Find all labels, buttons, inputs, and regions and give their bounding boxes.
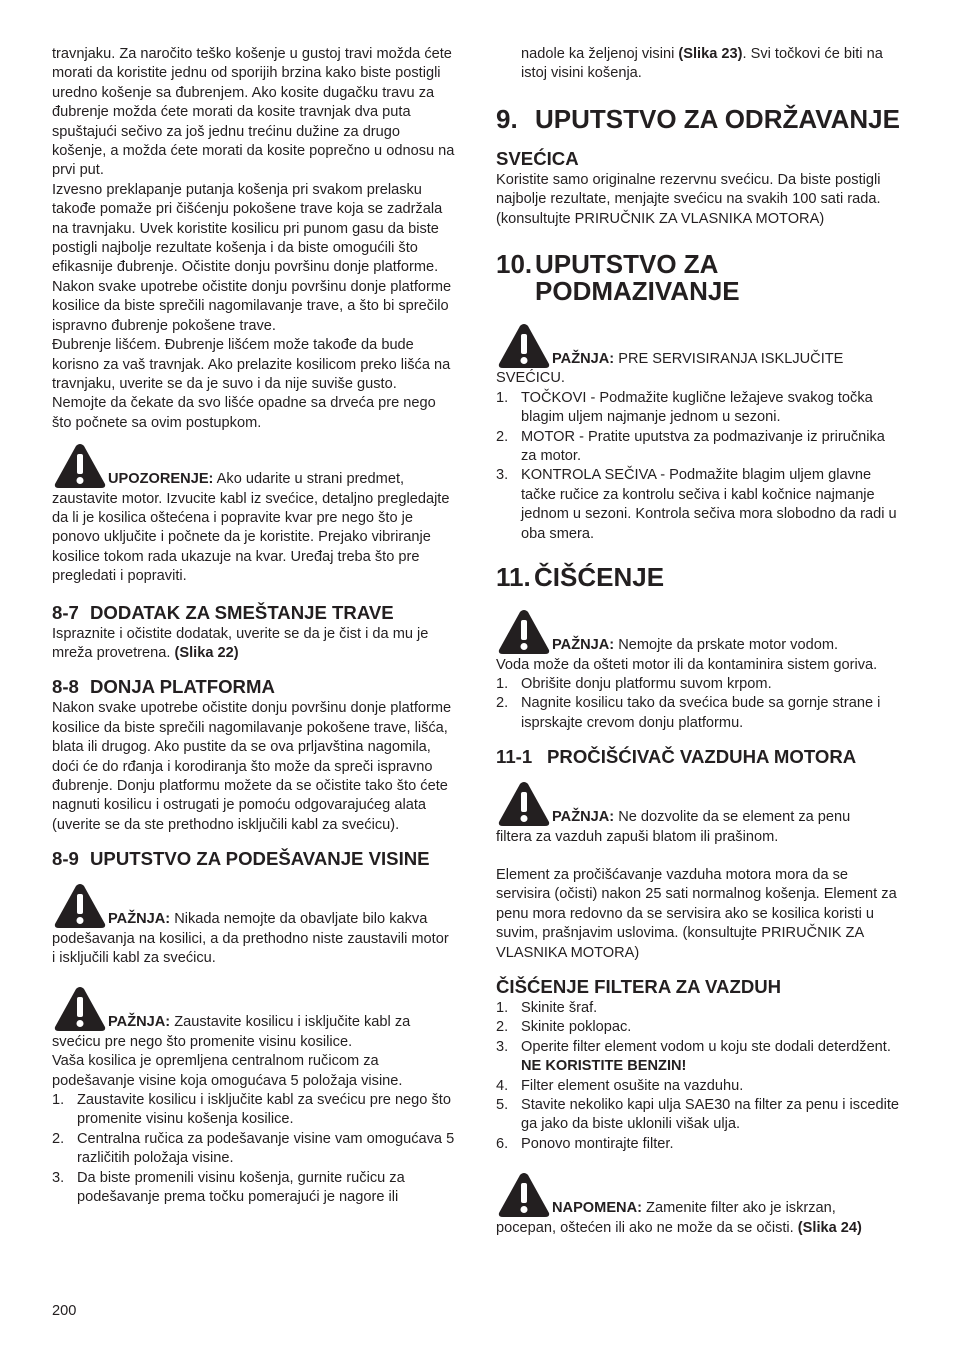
section-heading (496, 745, 900, 769)
numbered-list (52, 1091, 455, 1207)
warning-text: filtera za vazduh zapuši blatom ili prašinom. (496, 828, 779, 845)
paragraph-text: Ispraznite i očistite dodatak, uverite se da je čist i da mu je mreža provetrena. (52, 625, 429, 661)
chapter-title: ČIŠĆENJE (534, 562, 665, 593)
note-text (496, 1219, 900, 1238)
figure-reference: (Slika 23) (678, 46, 743, 62)
list-text: KONTROLA SEČIVA - Podmažite blagim uljem glavne tačke ručice za kontrolu sečiva i kabl kočnice najmanje jednom u sezoni. Kontrola sečiva mora slobodno da radi u oba smera. (521, 467, 897, 542)
warning-label: UPOZORENJE: (108, 471, 214, 488)
paragraph: Koristite samo originalne rezervnu svećicu. Da biste postigli najbolje rezultate, menjajte svećicu na svakih 100 sati rada. (konsultujte PRIRUČNIK ZA VLASNIKA MOTORA) (496, 171, 881, 227)
note-text-part: pocepan, oštećen ili ako ne može da se očisti. (496, 1219, 794, 1236)
list-text: Stavite nekoliko kapi ulja SAE30 na filter za penu i iscedite ga jako da biste uklonili višak ulja. (521, 1097, 900, 1133)
list-number: 3. (496, 1038, 509, 1055)
warning-label: PAŽNJA: (552, 809, 615, 826)
list-number: 1. (52, 1092, 65, 1109)
numbered-list (496, 675, 900, 733)
section-title: DONJA PLATFORMA (90, 676, 275, 698)
list-item (496, 1077, 900, 1096)
list-item (496, 466, 900, 544)
warning-notice (496, 323, 900, 389)
list-number: 2. (496, 428, 509, 445)
left-column (52, 45, 455, 1208)
paragraph: Đubrenje lišćem. Đubrenje lišćem može takođe da bude korisno za vaš travnjak. Ako prelazite kosilicom preko lišća na travnjaku, uverite se da je suvo i da nije suviše gusto. Nemojte da čekate da svo lišće opadne sa drveća pre nego što počnete sa ovim postupkom. (52, 337, 451, 431)
list-number: 1. (496, 389, 509, 406)
list-text: MOTOR - Pratite uputstva za podmazivanje iz priručnika za motor. (521, 428, 885, 465)
paragraph (496, 45, 900, 84)
warning-text: Voda može da ošteti motor ili da kontaminira sistem goriva. (496, 656, 878, 673)
note-label: NAPOMENA: (552, 1200, 642, 1217)
warning-icon (54, 986, 106, 1032)
warning-label: PAŽNJA: (552, 351, 615, 368)
list-item (496, 694, 900, 733)
list-text: Zaustavite kosilicu i isključite kabl za svećicu pre nego što promenite visinu košenja kosilice. (77, 1092, 451, 1128)
section-heading: SVEĆICA (496, 147, 579, 169)
paragraph: travnjaku. Za naročito teško košenje u gustoj travi možda ćete morati da koristite jednu od sporijih brzina kako biste postigli uredno košenje sa đubrenjem. Ako kosite dugačku travu za đubrenje možda ćete morati da kosite travnjak dva puta spuštajući sečivo za još jednu trećinu dužine za drugo košenje, a možda ćete morati da kosite poprečno u odnosu na prvi put. (52, 46, 455, 179)
section-number: 11-1 (496, 746, 533, 768)
warning-label: PAŽNJA: (108, 911, 171, 928)
list-number: 2. (52, 1130, 65, 1147)
paragraph: Nakon svake upotrebe očistite donju površinu donje platforme kosilice da biste sprečili nagomilavanje trave, a što bi sprečilo ispravno đubrenje pokošene trave. (52, 278, 452, 334)
list-number: 1. (496, 675, 509, 692)
numbered-list (496, 389, 900, 544)
paragraph-text: . Svi točkovi će biti na istoj visini košenja. (521, 46, 883, 82)
section-heading: ČIŠĆENJE FILTERA ZA VAZDUH (496, 975, 782, 997)
list-text-emphasis: NE KORISTITE BENZIN! (521, 1058, 687, 1075)
warning-notice (52, 986, 455, 1052)
page-number: 200 (52, 1303, 77, 1319)
numbered-list (496, 999, 900, 1154)
warning-text: Nemojte da prskate motor vodom. (614, 637, 839, 654)
section-number: 8-7 (52, 601, 79, 623)
list-item (52, 1091, 455, 1130)
section-number: 8-9 (52, 848, 79, 870)
warning-text: Ne dozvolite da se element za penu (614, 809, 851, 826)
list-item (496, 1018, 900, 1037)
section-title: PROČIŠĆIVAČ VAZDUHA MOTORA (547, 746, 857, 768)
list-text: TOČKOVI - Podmažite kuglične ležajeve svakog točka blagim uljem najmanje jednom u sezoni. (521, 389, 873, 426)
warning-text: Nikada nemojte da obavljate bilo kakva (170, 911, 428, 928)
chapter-heading (496, 251, 900, 305)
paragraph: Vaša kosilica je opremljena centralnom ručicom za podešavanje visine koja omogućava 5 položaja visine. (52, 1053, 403, 1089)
list-item (496, 1038, 900, 1077)
chapter-number: 9. (496, 103, 518, 134)
list-number: 5. (496, 1097, 509, 1113)
list-number: 3. (496, 467, 509, 484)
warning-icon (54, 443, 106, 489)
paragraph: Nakon svake upotrebe očistite donju površinu donje platforme kosilice da biste sprečili nagomilavanje pokošene trave, lišća, blata ili drugog. Ako pustite da se ova prljavština nagomila, doći će do rđanja i korodiranja što može da spreči ispravno đubrenje. Donju platformu možete da se očistite tako što ćete nagnuti kosilicu i ostrugati je pomoću odgovarajućeg alata (uverite se da ste prethodno isključili kabl za svećicu). (52, 700, 452, 833)
list-item (496, 1135, 900, 1154)
right-column (496, 45, 900, 1238)
list-number: 2. (496, 695, 509, 712)
list-text: Centralna ručica za podešavanje visine vam omogućava 5 različitih položaja visine. (77, 1130, 455, 1167)
section-title: DODATAK ZA SMEŠTANJE TRAVE (90, 601, 394, 623)
section-title: UPUTSTVO ZA PODEŠAVANJE VISINE (90, 848, 430, 870)
warning-icon (498, 609, 550, 655)
list-number: 1. (496, 999, 509, 1016)
list-text (521, 1038, 900, 1077)
list-number: 2. (496, 1019, 509, 1036)
chapter-number: 10. (496, 249, 533, 280)
warning-icon (54, 883, 106, 929)
section-heading (52, 847, 455, 871)
list-item (496, 675, 900, 694)
note-notice (496, 1172, 900, 1238)
section-number: 8-8 (52, 676, 79, 698)
list-text: Ponovo montirajte filter. (521, 1135, 674, 1152)
chapter-title: UPUTSTVO ZA ODRŽAVANJE (535, 103, 900, 134)
list-item (52, 1169, 455, 1208)
paragraph (52, 625, 455, 664)
list-text: Nagnite kosilicu tako da svećica bude sa gornje strane i isprskajte crevom donju platformu. (521, 695, 881, 731)
list-number: 3. (52, 1169, 65, 1186)
warning-text: zaustavite motor. Izvucite kabl iz svećice, detaljno pregledajte da li je kosilica oštećena i popravite kvar pre nego što je ponovo uključite i počnete da je koristite. Prejako vibriranje kosilice tokom rada ukazuje na kvar. Uređaj treba što pre pregledati i popraviti. (52, 490, 450, 585)
warning-label: PAŽNJA: (552, 637, 615, 654)
list-item (496, 1096, 900, 1135)
list-item (496, 999, 900, 1018)
list-text-part: Operite filter element vodom u koju ste dodali deterdžent. (521, 1038, 891, 1055)
chapter-heading (496, 564, 900, 591)
list-text: Filter element osušite na vazduhu. (521, 1077, 744, 1094)
list-item (52, 1130, 455, 1169)
list-text: Da biste promenili visinu košenja, gurnite ručicu za podešavanje prema točku pomerajući je nagore ili (77, 1169, 405, 1206)
list-item (496, 389, 900, 428)
list-number: 4. (496, 1077, 509, 1094)
list-item (496, 428, 900, 467)
section-heading (52, 675, 455, 699)
note-text: Zamenite filter ako je iskrzan, (642, 1200, 836, 1217)
paragraph: Element za pročišćavanje vazduha motora mora da se servisira (očisti) nakon 25 sati normalnog košenja. Element za penu mora redovno da se servisira ako se kosilica koristi u suvim, prašnjavim uslovima. (konsultujte PRIRUČNIK ZA VLASNIKA MOTORA) (496, 866, 897, 961)
list-number: 6. (496, 1135, 509, 1152)
warning-text: Zaustavite kosilicu i isključite kabl za (170, 1014, 411, 1031)
warning-text: svećicu pre nego što promenite visinu kosilice. (52, 1033, 353, 1050)
paragraph-text: nadole ka željenoj visini (521, 46, 675, 62)
warning-icon (498, 781, 550, 827)
warning-icon (498, 1172, 550, 1218)
warning-label: PAŽNJA: (108, 1014, 171, 1031)
list-text: Skinite šraf. (521, 999, 598, 1016)
warning-text: SVEĆICU. (496, 370, 565, 387)
paragraph: Izvesno preklapanje putanja košenja pri svakom prelasku takođe pomaže pri čišćenju pokošene trave koja se zadržala na travnjaku. Uvek koristite kosilicu pri punom gasu da biste postigli najbolje rezultate košenja i da biste omogućili što efikasnije đubrenje. Očistite donju površinu donje platforme. (52, 181, 443, 276)
warning-text: PRE SERVISIRANJA ISKLJUČITE (614, 351, 844, 368)
figure-reference: (Slika 24) (797, 1219, 862, 1236)
warning-notice (496, 609, 900, 675)
section-heading (52, 601, 455, 625)
warning-text: Ako udarite u strani predmet, (213, 471, 405, 488)
warning-notice (52, 883, 455, 968)
chapter-heading (496, 103, 900, 134)
figure-reference: (Slika 22) (174, 644, 239, 661)
warning-icon (498, 323, 550, 369)
list-text: Obrišite donju platformu suvom krpom. (521, 675, 772, 692)
warning-text: podešavanja na kosilici, a da prethodno niste zaustavili motor i isključili kabl za svećicu. (52, 930, 449, 967)
chapter-title: UPUTSTVO ZA PODMAZIVANJE (535, 249, 740, 307)
chapter-number: 11. (496, 562, 531, 593)
warning-notice (496, 781, 900, 847)
list-text: Skinite poklopac. (521, 1019, 632, 1036)
warning-notice (52, 443, 455, 586)
